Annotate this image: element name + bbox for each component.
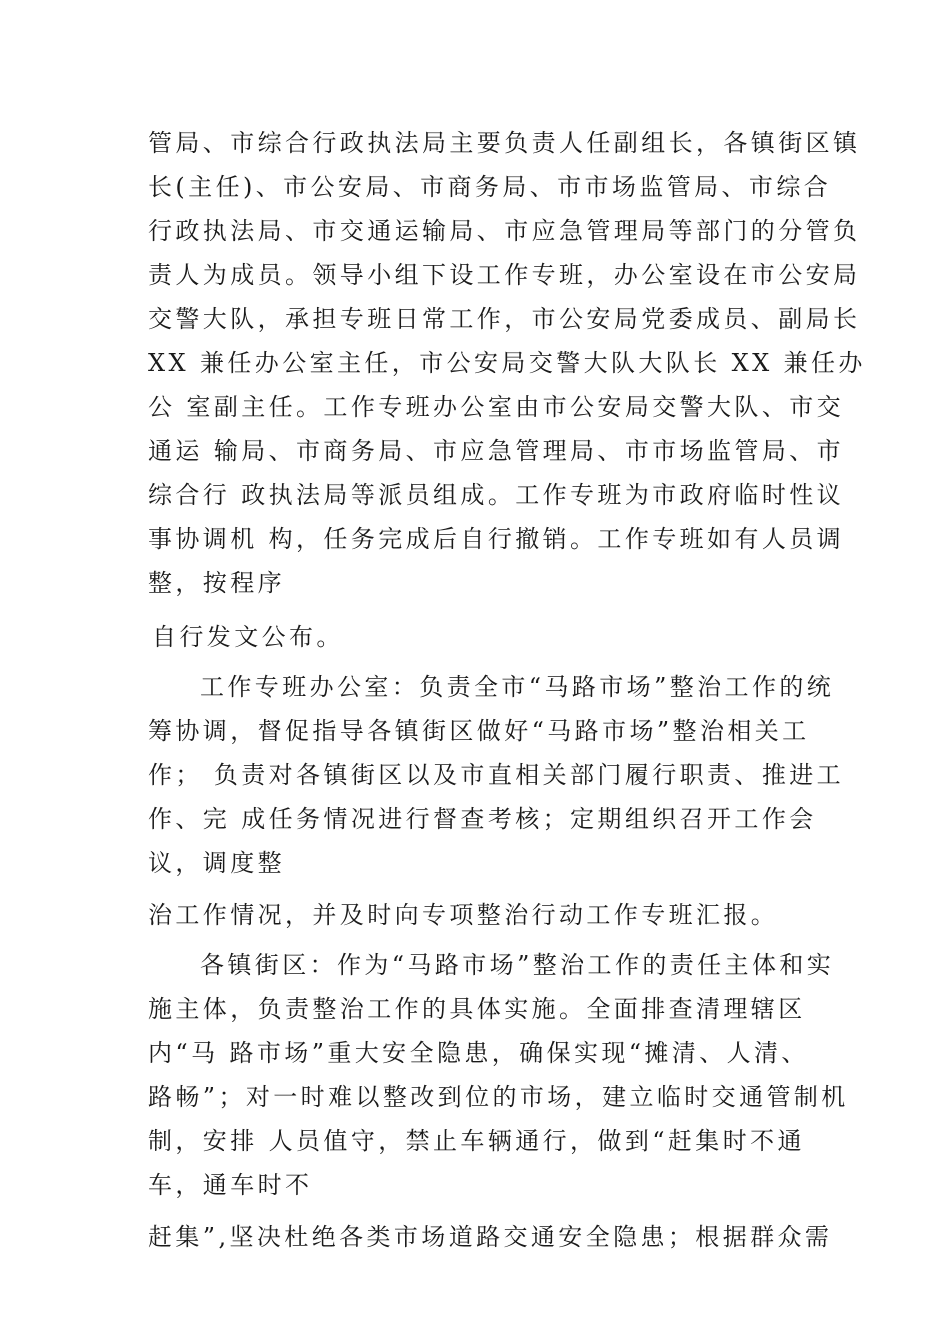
- text-line: 自行发文公布。: [152, 623, 344, 651]
- text-line: 长(主任)、市公安局、市商务局、市市场监管局、市综合: [148, 173, 832, 201]
- text-line: 综合行 政执法局等派员组成。工作专班为市政府临时性议: [148, 481, 845, 509]
- text-line: 作、完 成任务情况进行督查考核；定期组织召开工作会: [148, 805, 817, 833]
- text-line: 通运 输局、市商务局、市应急管理局、市市场监管局、市: [148, 437, 845, 465]
- text-line: 路畅”；对一时难以整改到位的市场，建立临时交通管制机: [148, 1083, 849, 1111]
- text-line: XX 兼任办公室主任，市公安局交警大队大队长 XX 兼任办: [148, 349, 866, 377]
- text-line: 车，通车时不: [148, 1171, 313, 1199]
- text-line: 施主体，负责整治工作的具体实施。全面排查清理辖区: [148, 995, 806, 1023]
- text-line: 行政执法局、市交通运输局、市应急管理局等部门的分管负: [148, 217, 861, 245]
- text-line: 制，安排 人员值守，禁止车辆通行，做到“赶集时不通: [148, 1127, 805, 1155]
- paragraph-first-line: 各镇街区：作为“马路市场”整治工作的责任主体和实: [200, 951, 835, 979]
- text-line: 治工作情况，并及时向专项整治行动工作专班汇报。: [148, 901, 779, 929]
- text-line: 公 室副主任。工作专班办公室由市公安局交警大队、市交: [148, 393, 845, 421]
- text-line: 筹协调，督促指导各镇街区做好“马路市场”整治相关工: [148, 717, 810, 745]
- text-line: 交警大队，承担专班日常工作，市公安局党委成员、副局长: [148, 305, 861, 333]
- text-line: 议，调度整: [148, 849, 285, 877]
- text-line: 事协调机 构，任务完成后自行撤销。工作专班如有人员调: [148, 525, 845, 553]
- text-line: 管局、市综合行政执法局主要负责人任副组长，各镇街区镇: [148, 129, 861, 157]
- text-line: 赶集”,坚决杜绝各类市场道路交通安全隐患；根据群众需: [148, 1223, 833, 1251]
- text-line: 内“马 路市场”重大安全隐患，确保实现“摊清、人清、: [148, 1039, 809, 1067]
- paragraph-first-line: 工作专班办公室：负责全市“马路市场”整治工作的统: [200, 673, 835, 701]
- text-line: 责人为成员。领导小组下设工作专班，办公室设在市公安局: [148, 261, 861, 289]
- text-line: 整，按程序: [148, 569, 285, 597]
- text-line: 作； 负责对各镇街区以及市直相关部门履行职责、推进工: [148, 761, 845, 789]
